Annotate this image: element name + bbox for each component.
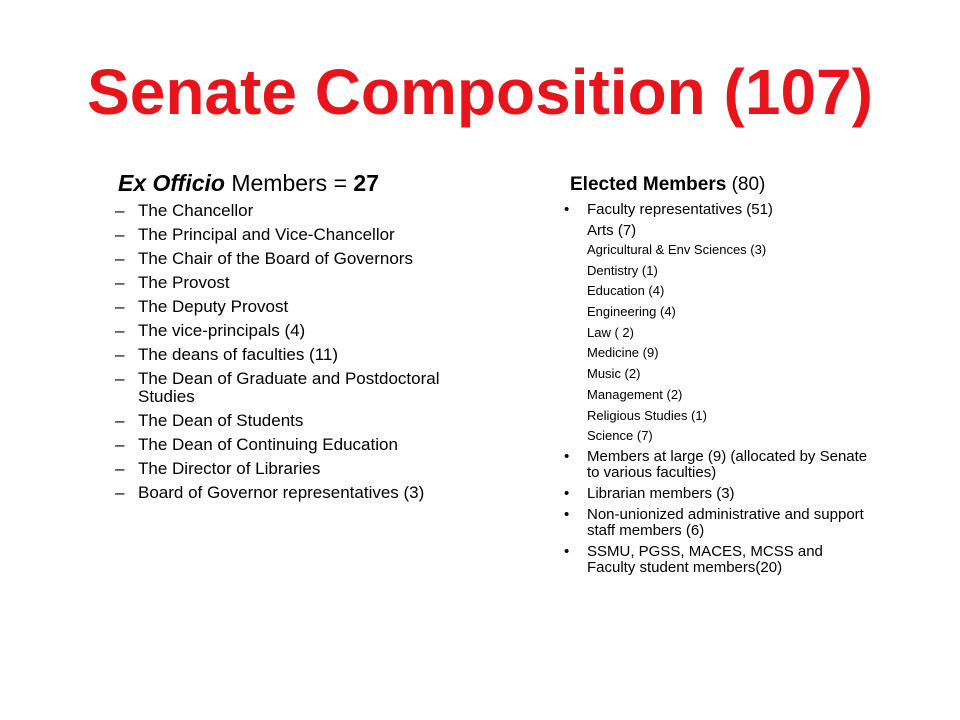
other-members-list [564,447,873,576]
dash-icon: – [115,201,125,220]
faculty-list [587,223,873,444]
list-item-label: The Chair of the Board of Governors [138,249,413,268]
bullet-icon: • [564,505,570,523]
ex-officio-label: Ex Officio [118,170,225,196]
ex-officio-count: 27 [353,170,379,196]
ex-officio-list [115,201,478,502]
faculty-item: Management (2) [587,386,683,402]
dash-icon: – [115,459,125,478]
list-item-label: The Chancellor [138,201,254,220]
elected-members-section [564,174,873,581]
list-item-label: The vice-principals (4) [138,321,306,340]
dash-icon: – [115,225,125,244]
list-item-label: The Dean of Graduate and Postdoctoral Studies [138,369,440,406]
faculty-item: Engineering (4) [587,304,676,320]
dash-icon: – [115,483,125,502]
list-item [115,483,478,502]
dash-icon: – [115,297,125,316]
page-title: Senate Composition (107) [87,56,873,128]
list-item [115,369,478,406]
dash-icon: – [115,273,125,292]
dash-icon: – [115,369,125,388]
faculty-representatives-label: Faculty representatives (51) [587,201,773,218]
list-item [115,435,478,454]
faculty-item: Dentistry (1) [587,262,658,278]
faculty-item: Music (2) [587,366,641,382]
ex-officio-heading [118,170,478,197]
ex-officio-section [115,170,478,508]
bullet-icon: • [564,447,570,465]
list-item [115,411,478,430]
dash-icon: – [115,435,125,454]
dash-icon: – [115,411,125,430]
list-item-label: The Principal and Vice-Chancellor [138,225,395,244]
list-item-label: Board of Governor representatives (3) [138,483,425,502]
dash-icon: – [115,249,125,268]
list-item [564,201,873,218]
list-item-label: The Director of Libraries [138,459,321,478]
list-item [115,201,478,220]
list-item [564,505,873,539]
list-item-label: Members at large (9) (allocated by Senate to various faculties) [587,447,868,481]
list-item-label: SSMU, PGSS, MACES, MCSS and Faculty student members(20) [587,542,823,576]
list-item [115,273,478,292]
list-item [115,249,478,268]
bullet-icon: • [564,484,570,502]
dash-icon: – [115,321,125,340]
list-item [115,345,478,364]
faculty-item: Agricultural & Env Sciences (3) [587,242,767,257]
list-item [115,321,478,340]
list-item-label: The deans of faculties (11) [138,345,339,364]
elected-members-count: (80) [726,174,766,195]
list-item-label: The Dean of Students [138,411,304,430]
faculty-item: Arts (7) [587,222,637,239]
list-item [564,542,873,576]
list-item [115,297,478,316]
list-item [564,484,873,502]
list-item-label: The Dean of Continuing Education [138,435,398,454]
list-item-label: Librarian members (3) [587,484,735,502]
list-item [115,459,478,478]
faculty-item: Medicine (9) [587,345,659,361]
list-item-label: The Deputy Provost [138,297,289,316]
faculty-item: Science (7) [587,428,653,444]
faculty-item: Education (4) [587,283,665,299]
elected-members-heading [570,174,873,196]
elected-members-label: Elected Members [570,174,727,195]
bullet-icon: • [564,201,570,218]
faculty-item: Law ( 2) [587,324,634,340]
list-item [564,447,873,481]
faculty-item: Religious Studies (1) [587,407,707,423]
list-item-label: The Provost [138,273,230,292]
bullet-icon: • [564,542,570,560]
list-item [115,225,478,244]
list-item-label: Non-unionized administrative and support staff members (6) [587,505,864,539]
dash-icon: – [115,345,125,364]
members-equals-label: Members = [224,170,354,196]
